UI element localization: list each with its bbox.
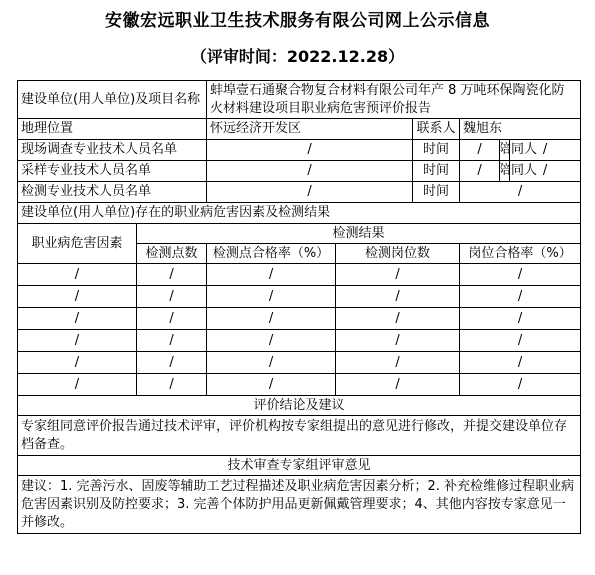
survey-row	[18, 140, 581, 161]
contact-label: 联系人	[413, 119, 460, 140]
sampling-time-value: /	[460, 161, 500, 182]
testing-value: /	[207, 182, 413, 203]
table-cell: /	[207, 374, 336, 396]
unit-row	[18, 81, 581, 119]
table-cell: /	[336, 374, 460, 396]
table-cell: /	[336, 264, 460, 286]
table-row	[18, 308, 581, 330]
contact-value: 魏旭东	[460, 119, 581, 140]
review-text: 建议：1. 完善污水、固废等辅助工艺过程描述及职业病危害因素分析；2. 补充检维修过程职业病危害因素识别及防控要求；3. 完善个体防护用品更新佩戴管理要求；4、其他内容按专家意见一并修改。	[18, 476, 581, 534]
table-row	[18, 286, 581, 308]
table-cell: /	[18, 308, 137, 330]
conclusion-text-row	[18, 416, 581, 456]
survey-acc-label-text: 陪同人	[498, 142, 538, 157]
table-cell: /	[336, 352, 460, 374]
table-cell: /	[460, 264, 581, 286]
table-cell: /	[336, 308, 460, 330]
col-test-posts: 检测岗位数	[336, 244, 460, 264]
sampling-acc-label-text: 陪同人	[498, 163, 538, 178]
survey-value: /	[207, 140, 413, 161]
hazard-section-title: 建设单位(用人单位)存在的职业病危害因素及检测结果	[18, 203, 581, 224]
survey-label: 现场调查专业技术人员名单	[18, 140, 207, 161]
table-cell: /	[336, 286, 460, 308]
table-row	[18, 352, 581, 374]
hazard-section-row	[18, 203, 581, 224]
table-cell: /	[137, 264, 207, 286]
unit-value: 蚌埠壹石通聚合物复合材料有限公司年产 8 万吨环保陶瓷化防火材料建设项目职业病危害预评价报告	[207, 81, 581, 119]
table-cell: /	[137, 352, 207, 374]
table-cell: /	[18, 352, 137, 374]
testing-label: 检测专业技术人员名单	[18, 182, 207, 203]
table-cell: /	[207, 286, 336, 308]
table-cell: /	[137, 330, 207, 352]
location-value: 怀远经济开发区	[207, 119, 413, 140]
sampling-row	[18, 161, 581, 182]
table-cell: /	[18, 330, 137, 352]
table-cell: /	[207, 264, 336, 286]
testing-time-label: 时间	[413, 182, 460, 203]
review-text-row	[18, 476, 581, 534]
table-cell: /	[18, 374, 137, 396]
survey-acc-label	[498, 140, 538, 161]
results-header: 检测结果	[137, 224, 581, 244]
sampling-acc-value: /	[510, 161, 581, 182]
table-cell: /	[207, 308, 336, 330]
table-cell: /	[460, 286, 581, 308]
table-cell: /	[137, 374, 207, 396]
table-cell: /	[460, 308, 581, 330]
review-title: 技术审查专家组评审意见	[18, 456, 581, 476]
col-post-pass-rate: 岗位合格率（%）	[460, 244, 581, 264]
review-title-row	[18, 456, 581, 476]
sampling-acc-label	[498, 161, 538, 182]
table-row	[18, 374, 581, 396]
info-table	[17, 80, 581, 534]
table-cell: /	[137, 308, 207, 330]
conclusion-title: 评价结论及建议	[18, 396, 581, 416]
location-row	[18, 119, 581, 140]
hazard-header-row	[18, 224, 581, 244]
table-cell: /	[18, 264, 137, 286]
survey-time-label: 时间	[413, 140, 460, 161]
col-test-points: 检测点数	[137, 244, 207, 264]
table-cell: /	[18, 286, 137, 308]
testing-time-value: /	[460, 182, 581, 203]
survey-acc-value: /	[510, 140, 581, 161]
table-cell: /	[336, 330, 460, 352]
table-row	[18, 264, 581, 286]
review-date: （评审时间：2022.12.28）	[190, 47, 405, 66]
table-cell: /	[460, 330, 581, 352]
table-cell: /	[207, 352, 336, 374]
col-point-pass-rate: 检测点合格率（%）	[207, 244, 336, 264]
conclusion-title-row	[18, 396, 581, 416]
table-cell: /	[460, 374, 581, 396]
factor-header: 职业病危害因素	[18, 224, 137, 264]
sampling-time-label: 时间	[413, 161, 460, 182]
table-cell: /	[207, 330, 336, 352]
table-cell: /	[137, 286, 207, 308]
sampling-label: 采样专业技术人员名单	[18, 161, 207, 182]
location-label: 地理位置	[18, 119, 207, 140]
table-row	[18, 330, 581, 352]
sampling-value: /	[207, 161, 413, 182]
testing-row	[18, 182, 581, 203]
conclusion-text: 专家组同意评价报告通过技术评审，评价机构按专家组提出的意见进行修改，并提交建设单位存档备查。	[18, 416, 581, 456]
survey-time-value: /	[460, 140, 500, 161]
unit-label: 建设单位(用人单位)及项目名称	[18, 81, 207, 119]
table-cell: /	[460, 352, 581, 374]
page-title: 安徽宏远职业卫生技术服务有限公司网上公示信息	[105, 11, 490, 31]
